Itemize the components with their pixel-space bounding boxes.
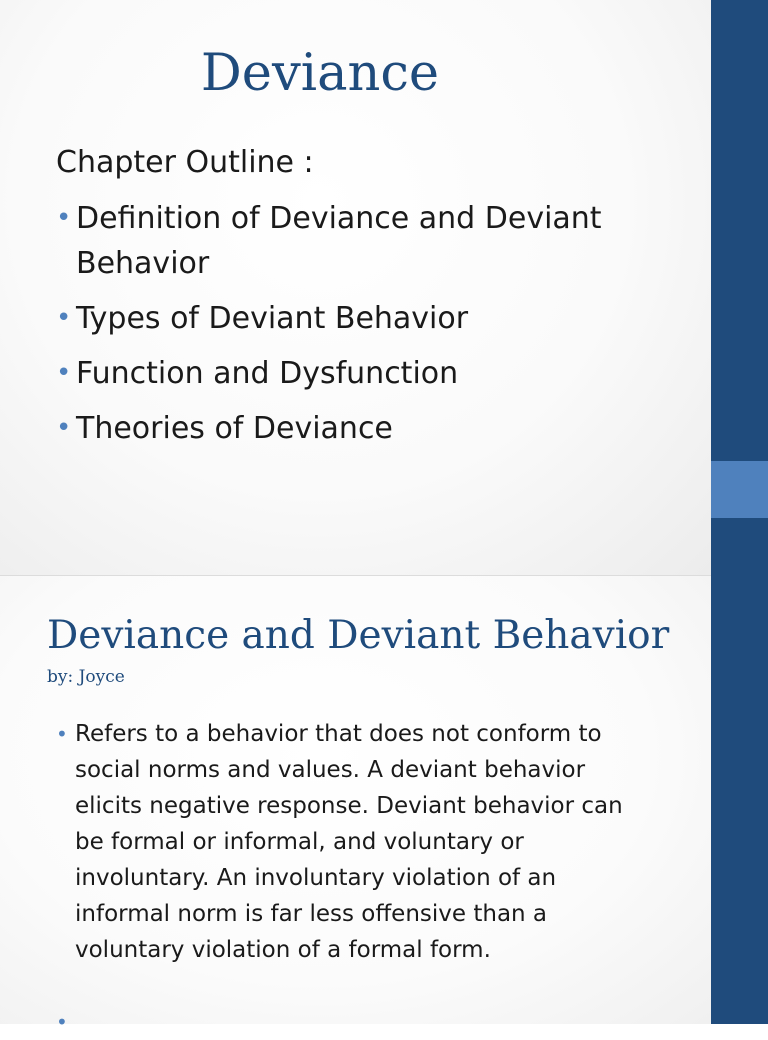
outline-item <box>56 196 676 286</box>
slide-byline: by: Joyce <box>47 667 125 687</box>
bullet-icon: • <box>56 722 68 746</box>
outline-heading: Chapter Outline : <box>56 145 314 180</box>
outline-list <box>56 196 676 461</box>
bullet-icon: • <box>56 1010 68 1034</box>
outline-item-text: Theories of Deviance <box>76 411 393 446</box>
slide-title: Deviance <box>200 44 440 103</box>
outline-item <box>56 406 676 451</box>
outline-item-text: Types of Deviant Behavior <box>76 301 469 336</box>
outline-item-text: Definition of Deviance and Deviant Behavior <box>76 201 602 281</box>
bullet-icon: • <box>56 413 72 443</box>
content-list <box>56 716 656 1034</box>
bullet-icon: • <box>56 203 72 233</box>
outline-item <box>56 296 676 341</box>
content-item <box>56 716 656 968</box>
outline-item-text: Function and Dysfunction <box>76 356 459 391</box>
accent-block <box>711 461 768 518</box>
slide-title: Deviance and Deviant Behavior <box>47 613 670 658</box>
bullet-icon: • <box>56 303 72 333</box>
content-item-text: Refers to a behavior that does not conform to social norms and values. A deviant behavior elicits negative response. Deviant behavior can be formal or informal, and voluntary or involuntary. An involuntary violation of an informal norm is far less offensive than a voluntary violation of a formal form. <box>75 721 623 963</box>
bullet-icon: • <box>56 358 72 388</box>
outline-item <box>56 351 676 396</box>
